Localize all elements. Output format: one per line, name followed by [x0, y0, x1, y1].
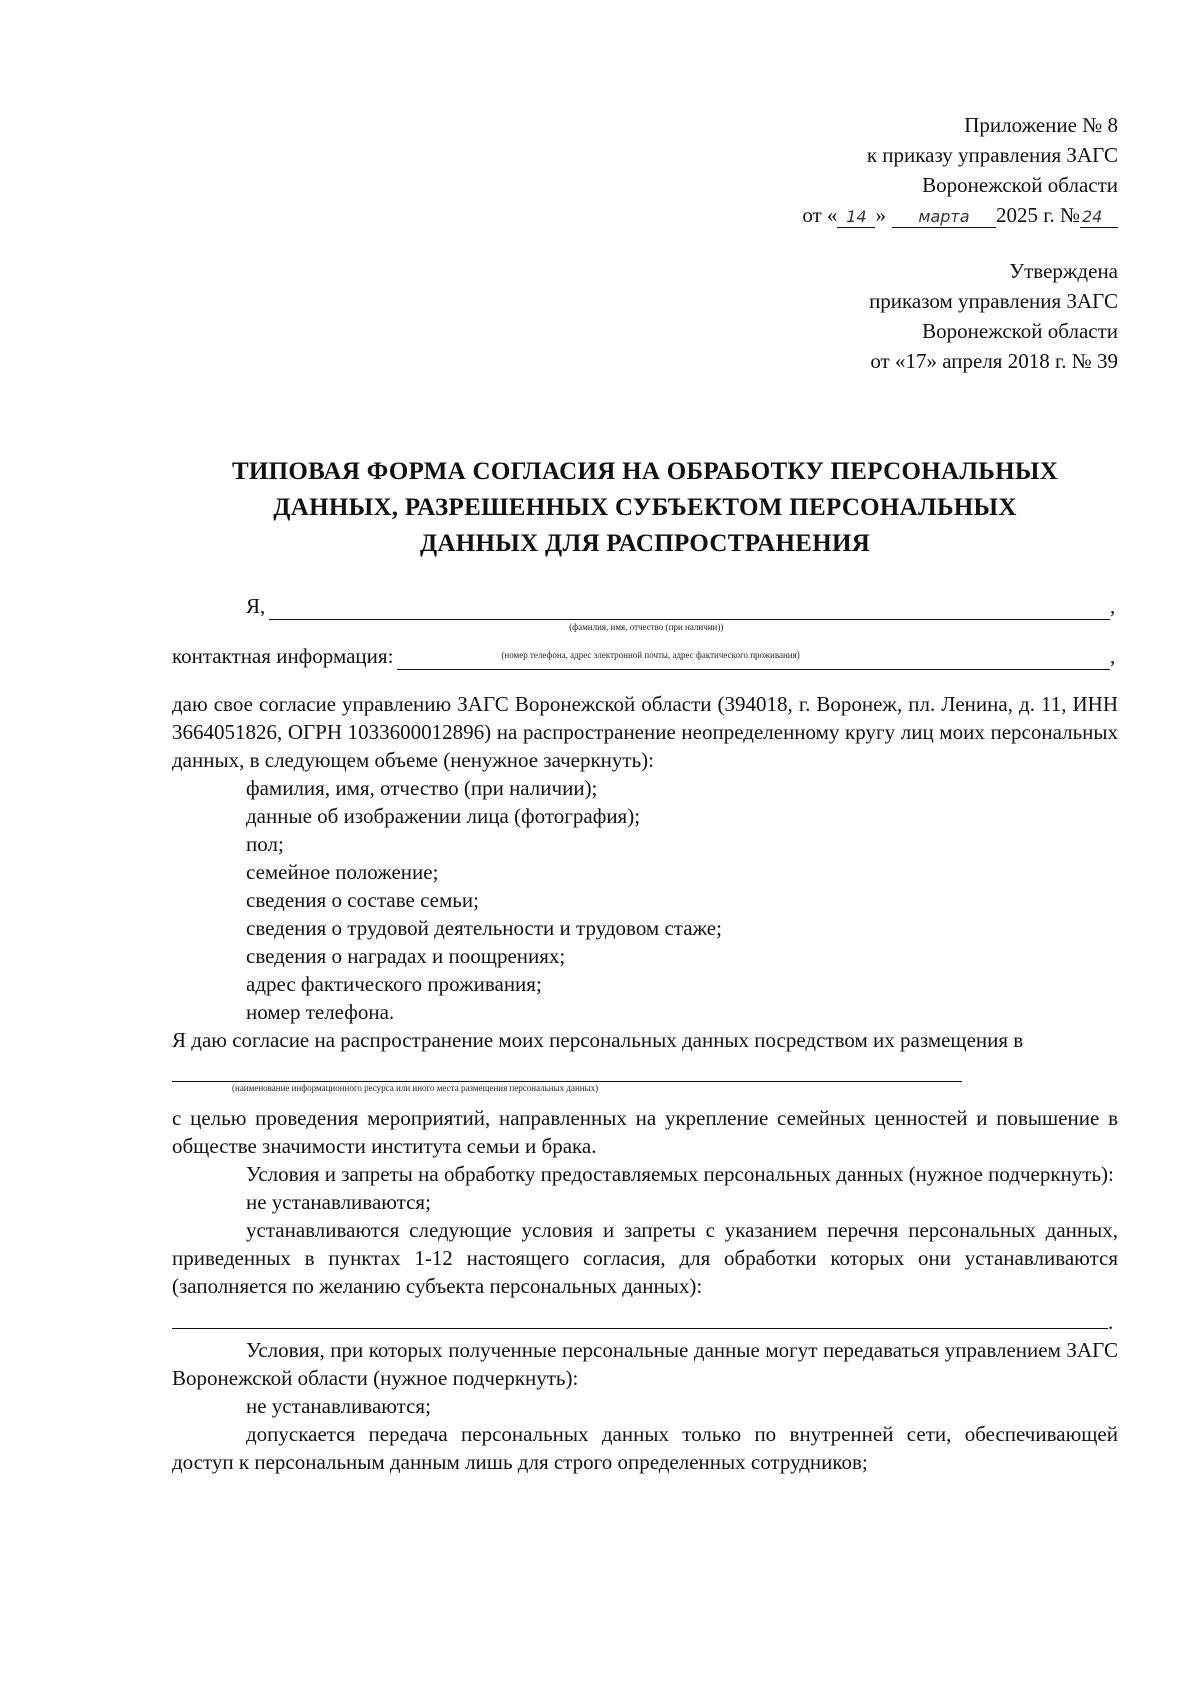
placement-input-line[interactable]	[172, 1061, 962, 1093]
annex-year: 2025 г. №	[995, 203, 1080, 227]
data-item[interactable]: фамилия, имя, отчество (при наличии);	[246, 776, 598, 800]
approval-header	[172, 256, 1118, 376]
title-line-1: ТИПОВАЯ ФОРМА СОГЛАСИЯ НА ОБРАБОТКУ ПЕРСОНАЛЬНЫХ	[231, 458, 1059, 485]
conditions-input-line[interactable]	[172, 1302, 1108, 1329]
conditions-option-1[interactable]: не устанавливаются;	[246, 1190, 431, 1214]
approved-date: от «17» апреля 2018 г. № 39	[870, 349, 1118, 373]
data-item[interactable]: сведения о трудовой деятельности и трудовом стаже;	[246, 916, 722, 940]
annex-day-handwritten: 14	[837, 207, 875, 228]
data-item[interactable]: адрес фактического проживания;	[246, 972, 542, 996]
purpose-paragraph: с целью проведения мероприятий, направленных на укрепление семейных ценностей и повышение в обществе значимости института семьи и брака.	[172, 1106, 1118, 1158]
annex-header	[172, 110, 1118, 230]
document-page	[172, 110, 1118, 1476]
data-item[interactable]: номер телефона.	[246, 1000, 395, 1024]
data-items-list	[172, 774, 1118, 1026]
data-item[interactable]: семейное положение;	[246, 860, 439, 884]
conditions-paragraph: Условия и запреты на обработку предоставляемых персональных данных (нужное подчеркнуть):	[246, 1162, 1114, 1186]
data-item[interactable]: сведения о наградах и поощрениях;	[246, 944, 566, 968]
transfer-option-2[interactable]: допускается передача персональных данных только по внутренней сети, обеспечивающей доступ к персональным данным лишь для строго определенных сотрудников;	[172, 1422, 1118, 1474]
data-item[interactable]: сведения о составе семьи;	[246, 888, 479, 912]
title-line-2: ДАННЫХ, РАЗРЕШЕННЫХ СУБЪЕКТОМ ПЕРСОНАЛЬНЫХ	[273, 494, 1017, 521]
annex-to-order: к приказу управления ЗАГС	[866, 143, 1118, 167]
conditions-blank-end: .	[1108, 1310, 1114, 1334]
name-row: Я, (фамилия, имя, отчество (при наличии)) ,	[172, 590, 1118, 620]
conditions-blank-row	[172, 1302, 1118, 1336]
data-item[interactable]: данные об изображении лица (фотография);	[246, 804, 641, 828]
placement-hint: (наименование информационного ресурса или иного места размещения персональных данных)	[232, 1083, 599, 1093]
transfer-paragraph: Условия, при которых полученные персональные данные могут передаваться управлением ЗАГС Воронежской области (нужное подчеркнуть):	[172, 1338, 1118, 1390]
title-line-3: ДАННЫХ ДЛЯ РАСПРОСТРАНЕНИЯ	[419, 530, 871, 557]
consent-paragraph: даю свое согласие управлению ЗАГС Воронежской области (394018, г. Воронеж, пл. Ленина, д. 11, ИНН 3664051826, ОГРН 1033600012896) на распространение неопределенному кругу лиц моих персональных данных, в следующем объеме (ненужное зачеркнуть):	[172, 692, 1118, 772]
approved-region: Воронежской области	[922, 319, 1118, 343]
contact-label: контактная информация:	[172, 644, 394, 668]
name-input-line[interactable]	[269, 597, 1110, 632]
annex-date	[172, 200, 1118, 230]
transfer-option-1[interactable]: не устанавливаются;	[246, 1394, 431, 1418]
conditions-option-2[interactable]: устанавливаются следующие условия и запреты с указанием перечня персональных данных, приведенных в пунктах 1-12 настоящего согласия, для обработки которых они устанавливаются (заполняется по желанию субъекта персональных данных):	[172, 1218, 1118, 1298]
placement-paragraph: Я даю согласие на распространение моих персональных данных посредством их размещения в	[172, 1028, 1024, 1052]
approved-title: Утверждена	[1009, 259, 1118, 283]
contact-hint: (номер телефона, адрес электронной почты, адрес фактического проживания)	[501, 650, 800, 660]
annex-day-suffix: »	[875, 203, 886, 227]
contact-input-line[interactable]	[397, 647, 1110, 670]
name-hint: (фамилия, имя, отчество (при наличии))	[569, 622, 724, 632]
annex-title: Приложение № 8	[964, 113, 1118, 137]
placement-block	[172, 1026, 1118, 1093]
name-label: Я,	[246, 594, 266, 618]
approved-by: приказом управления ЗАГС	[869, 289, 1118, 313]
contact-row: контактная информация: (номер телефона, адрес электронной почты, адрес фактического проживания) ,	[172, 644, 1116, 668]
data-item[interactable]: пол;	[246, 832, 284, 856]
annex-number-handwritten: 24	[1080, 207, 1118, 228]
annex-region: Воронежской области	[922, 173, 1118, 197]
document-title	[172, 454, 1118, 562]
annex-date-prefix: от «	[802, 203, 838, 227]
annex-month-handwritten: марта	[892, 207, 996, 228]
